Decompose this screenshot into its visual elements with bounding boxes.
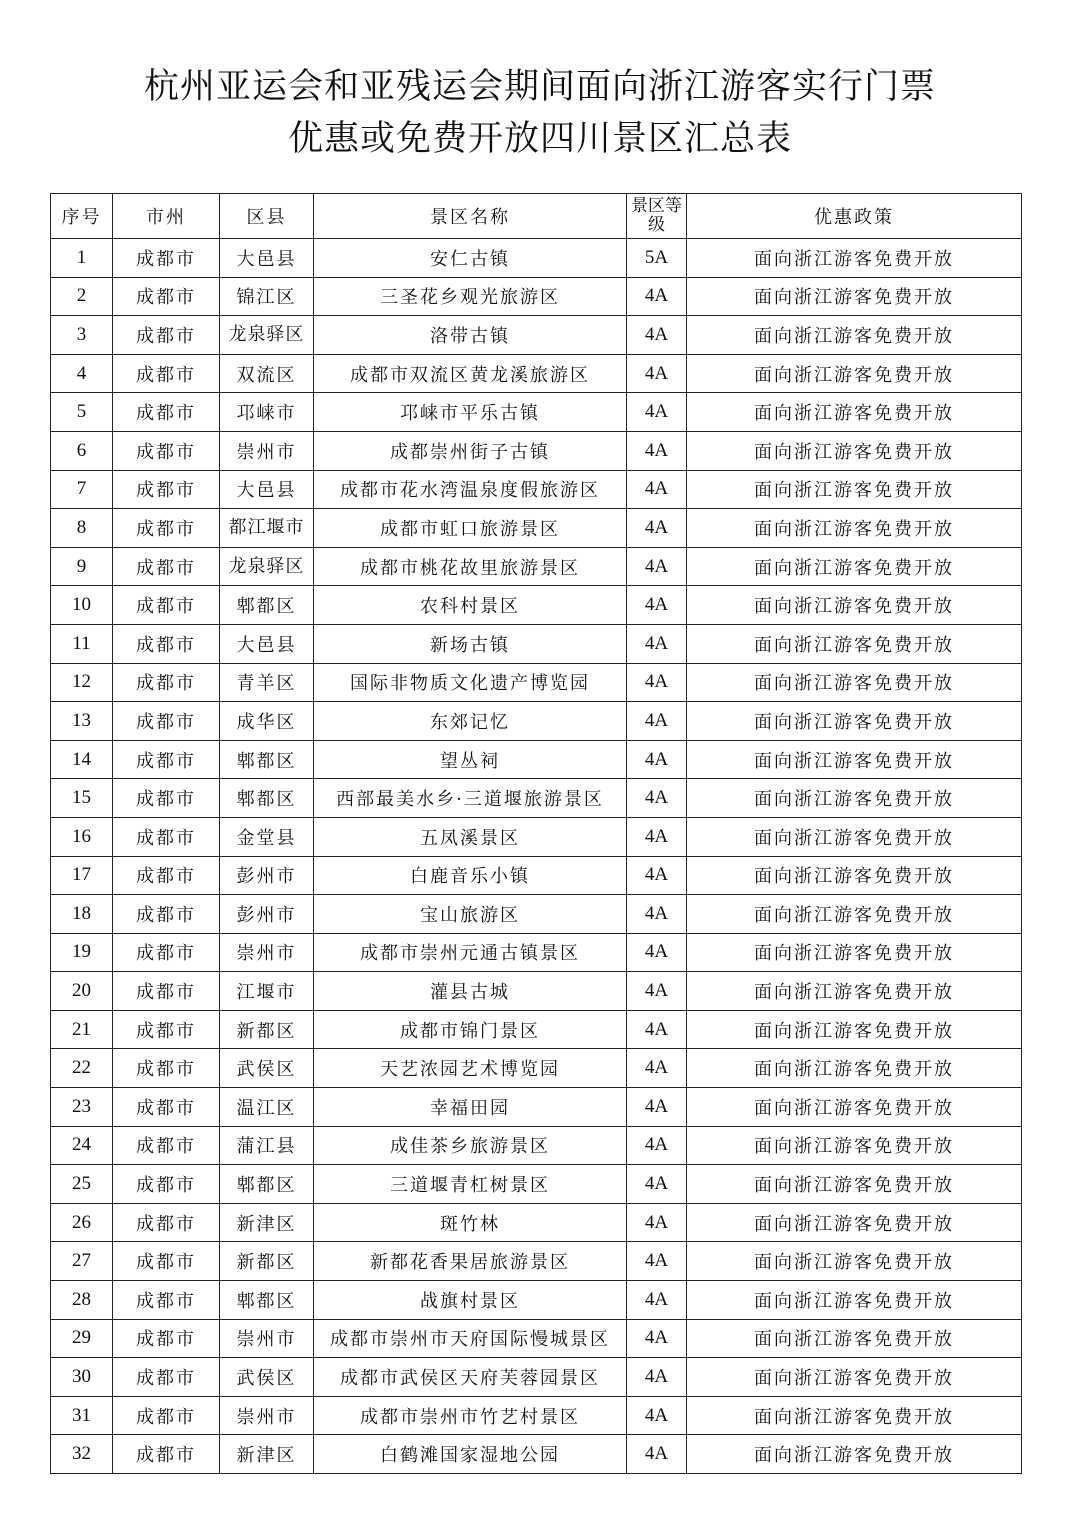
cell-index: 11 [51, 624, 113, 663]
cell-district: 新都区 [220, 1242, 314, 1281]
cell-scenic-name: 成都市崇州市天府国际慢城景区 [314, 1319, 627, 1358]
cell-city: 成都市 [113, 817, 220, 856]
cell-city: 成都市 [113, 316, 220, 355]
cell-index: 28 [51, 1281, 113, 1320]
table-row [51, 856, 1022, 895]
cell-policy: 面向浙江游客免费开放 [687, 624, 1022, 663]
cell-district: 崇州市 [220, 1319, 314, 1358]
cell-level: 4A [627, 1281, 687, 1320]
cell-scenic-name: 成都市花水湾温泉度假旅游区 [314, 470, 627, 509]
cell-level: 4A [627, 1049, 687, 1088]
table-header-row [51, 194, 1022, 239]
table-row [51, 624, 1022, 663]
cell-policy: 面向浙江游客免费开放 [687, 239, 1022, 278]
table-row [51, 547, 1022, 586]
cell-index: 14 [51, 740, 113, 779]
cell-index: 20 [51, 972, 113, 1011]
cell-district: 新津区 [220, 1435, 314, 1474]
cell-level: 4A [627, 277, 687, 316]
cell-level: 4A [627, 1358, 687, 1397]
cell-city: 成都市 [113, 509, 220, 548]
cell-policy: 面向浙江游客免费开放 [687, 1088, 1022, 1127]
cell-district: 新津区 [220, 1203, 314, 1242]
header-policy: 优惠政策 [687, 194, 1022, 239]
cell-level: 4A [627, 933, 687, 972]
cell-index: 29 [51, 1319, 113, 1358]
cell-policy: 面向浙江游客免费开放 [687, 586, 1022, 625]
cell-level: 4A [627, 1319, 687, 1358]
table-row [51, 702, 1022, 741]
cell-level: 4A [627, 1010, 687, 1049]
cell-district: 郫都区 [220, 740, 314, 779]
cell-index: 9 [51, 547, 113, 586]
table-row [51, 1165, 1022, 1204]
cell-district: 新都区 [220, 1010, 314, 1049]
cell-district: 崇州市 [220, 431, 314, 470]
cell-scenic-name: 东郊记忆 [314, 702, 627, 741]
cell-scenic-name: 成都市锦门景区 [314, 1010, 627, 1049]
cell-district: 大邑县 [220, 239, 314, 278]
cell-city: 成都市 [113, 1242, 220, 1281]
cell-level: 5A [627, 239, 687, 278]
cell-policy: 面向浙江游客免费开放 [687, 354, 1022, 393]
cell-scenic-name: 五凤溪景区 [314, 817, 627, 856]
cell-index: 26 [51, 1203, 113, 1242]
table-row [51, 470, 1022, 509]
cell-scenic-name: 战旗村景区 [314, 1281, 627, 1320]
header-index: 序号 [51, 194, 113, 239]
cell-policy: 面向浙江游客免费开放 [687, 933, 1022, 972]
table-row [51, 1088, 1022, 1127]
cell-district: 成华区 [220, 702, 314, 741]
cell-policy: 面向浙江游客免费开放 [687, 1319, 1022, 1358]
cell-city: 成都市 [113, 933, 220, 972]
cell-district: 武侯区 [220, 1358, 314, 1397]
cell-district: 江堰市 [220, 972, 314, 1011]
cell-scenic-name: 成都市崇州市竹艺村景区 [314, 1396, 627, 1435]
cell-scenic-name: 白鹿音乐小镇 [314, 856, 627, 895]
cell-index: 19 [51, 933, 113, 972]
cell-district: 双流区 [220, 354, 314, 393]
cell-scenic-name: 成都市虹口旅游景区 [314, 509, 627, 548]
table-row [51, 431, 1022, 470]
table-row [51, 277, 1022, 316]
cell-policy: 面向浙江游客免费开放 [687, 277, 1022, 316]
cell-level: 4A [627, 431, 687, 470]
cell-scenic-name: 幸福田园 [314, 1088, 627, 1127]
cell-level: 4A [627, 895, 687, 934]
cell-scenic-name: 宝山旅游区 [314, 895, 627, 934]
table-row [51, 1358, 1022, 1397]
cell-district: 郫都区 [220, 1281, 314, 1320]
cell-district: 锦江区 [220, 277, 314, 316]
cell-district: 都江堰市 [220, 509, 314, 548]
cell-policy: 面向浙江游客免费开放 [687, 1358, 1022, 1397]
cell-city: 成都市 [113, 663, 220, 702]
cell-scenic-name: 成都市武侯区天府芙蓉园景区 [314, 1358, 627, 1397]
cell-index: 24 [51, 1126, 113, 1165]
cell-level: 4A [627, 547, 687, 586]
cell-index: 2 [51, 277, 113, 316]
cell-city: 成都市 [113, 972, 220, 1011]
cell-city: 成都市 [113, 1281, 220, 1320]
cell-policy: 面向浙江游客免费开放 [687, 316, 1022, 355]
cell-district: 金堂县 [220, 817, 314, 856]
header-scenic-name: 景区名称 [314, 194, 627, 239]
cell-index: 6 [51, 431, 113, 470]
cell-index: 7 [51, 470, 113, 509]
cell-policy: 面向浙江游客免费开放 [687, 431, 1022, 470]
cell-scenic-name: 望丛祠 [314, 740, 627, 779]
cell-city: 成都市 [113, 1165, 220, 1204]
cell-scenic-name: 成都市桃花故里旅游景区 [314, 547, 627, 586]
cell-city: 成都市 [113, 1435, 220, 1474]
table-row [51, 393, 1022, 432]
cell-district: 郫都区 [220, 1165, 314, 1204]
cell-policy: 面向浙江游客免费开放 [687, 817, 1022, 856]
cell-index: 22 [51, 1049, 113, 1088]
table-row [51, 779, 1022, 818]
cell-index: 32 [51, 1435, 113, 1474]
cell-scenic-name: 农科村景区 [314, 586, 627, 625]
cell-index: 17 [51, 856, 113, 895]
cell-level: 4A [627, 1088, 687, 1127]
cell-policy: 面向浙江游客免费开放 [687, 1435, 1022, 1474]
cell-level: 4A [627, 779, 687, 818]
cell-district: 武侯区 [220, 1049, 314, 1088]
cell-scenic-name: 国际非物质文化遗产博览园 [314, 663, 627, 702]
cell-district: 龙泉驿区 [220, 316, 314, 355]
cell-city: 成都市 [113, 1358, 220, 1397]
cell-scenic-name: 成佳茶乡旅游景区 [314, 1126, 627, 1165]
cell-level: 4A [627, 1165, 687, 1204]
cell-district: 崇州市 [220, 1396, 314, 1435]
cell-level: 4A [627, 470, 687, 509]
cell-policy: 面向浙江游客免费开放 [687, 663, 1022, 702]
cell-policy: 面向浙江游客免费开放 [687, 1165, 1022, 1204]
cell-index: 3 [51, 316, 113, 355]
table-body [51, 239, 1022, 1474]
cell-city: 成都市 [113, 1203, 220, 1242]
cell-level: 4A [627, 856, 687, 895]
cell-level: 4A [627, 354, 687, 393]
cell-policy: 面向浙江游客免费开放 [687, 1203, 1022, 1242]
cell-city: 成都市 [113, 779, 220, 818]
table-row [51, 895, 1022, 934]
cell-index: 21 [51, 1010, 113, 1049]
cell-city: 成都市 [113, 1010, 220, 1049]
cell-district: 郫都区 [220, 586, 314, 625]
table-row [51, 509, 1022, 548]
table-row [51, 1319, 1022, 1358]
table-row [51, 1126, 1022, 1165]
cell-policy: 面向浙江游客免费开放 [687, 856, 1022, 895]
cell-level: 4A [627, 702, 687, 741]
cell-city: 成都市 [113, 586, 220, 625]
cell-policy: 面向浙江游客免费开放 [687, 509, 1022, 548]
cell-index: 27 [51, 1242, 113, 1281]
cell-city: 成都市 [113, 1088, 220, 1127]
cell-scenic-name: 安仁古镇 [314, 239, 627, 278]
cell-city: 成都市 [113, 1319, 220, 1358]
cell-policy: 面向浙江游客免费开放 [687, 1010, 1022, 1049]
cell-scenic-name: 成都市双流区黄龙溪旅游区 [314, 354, 627, 393]
cell-city: 成都市 [113, 431, 220, 470]
header-level: 景区等级 [627, 194, 687, 239]
cell-city: 成都市 [113, 393, 220, 432]
cell-city: 成都市 [113, 1126, 220, 1165]
cell-policy: 面向浙江游客免费开放 [687, 547, 1022, 586]
cell-scenic-name: 白鹤滩国家湿地公园 [314, 1435, 627, 1474]
cell-level: 4A [627, 586, 687, 625]
cell-city: 成都市 [113, 277, 220, 316]
cell-level: 4A [627, 740, 687, 779]
table-row [51, 663, 1022, 702]
table-row [51, 316, 1022, 355]
cell-scenic-name: 天艺浓园艺术博览园 [314, 1049, 627, 1088]
table-row [51, 1435, 1022, 1474]
table-row [51, 1281, 1022, 1320]
cell-level: 4A [627, 663, 687, 702]
cell-district: 龙泉驿区 [220, 547, 314, 586]
cell-city: 成都市 [113, 470, 220, 509]
cell-level: 4A [627, 972, 687, 1011]
cell-district: 邛崃市 [220, 393, 314, 432]
cell-level: 4A [627, 393, 687, 432]
cell-index: 13 [51, 702, 113, 741]
cell-district: 蒲江县 [220, 1126, 314, 1165]
header-district: 区县 [220, 194, 314, 239]
cell-scenic-name: 成都崇州街子古镇 [314, 431, 627, 470]
cell-index: 23 [51, 1088, 113, 1127]
cell-index: 8 [51, 509, 113, 548]
cell-index: 5 [51, 393, 113, 432]
cell-scenic-name: 邛崃市平乐古镇 [314, 393, 627, 432]
table-row [51, 1049, 1022, 1088]
table-row [51, 933, 1022, 972]
cell-level: 4A [627, 624, 687, 663]
cell-city: 成都市 [113, 740, 220, 779]
cell-district: 彭州市 [220, 895, 314, 934]
cell-level: 4A [627, 817, 687, 856]
cell-scenic-name: 三道堰青杠树景区 [314, 1165, 627, 1204]
cell-policy: 面向浙江游客免费开放 [687, 1242, 1022, 1281]
table-row [51, 354, 1022, 393]
cell-district: 大邑县 [220, 470, 314, 509]
table-row [51, 586, 1022, 625]
cell-index: 4 [51, 354, 113, 393]
cell-city: 成都市 [113, 354, 220, 393]
cell-policy: 面向浙江游客免费开放 [687, 1281, 1022, 1320]
cell-policy: 面向浙江游客免费开放 [687, 1126, 1022, 1165]
table-row [51, 972, 1022, 1011]
cell-index: 15 [51, 779, 113, 818]
cell-scenic-name: 新场古镇 [314, 624, 627, 663]
document-title-line-2: 优惠或免费开放四川景区汇总表 [287, 119, 792, 159]
cell-level: 4A [627, 1242, 687, 1281]
cell-index: 18 [51, 895, 113, 934]
cell-policy: 面向浙江游客免费开放 [687, 779, 1022, 818]
header-city: 市州 [113, 194, 220, 239]
cell-index: 10 [51, 586, 113, 625]
table-row [51, 1242, 1022, 1281]
table-row [51, 817, 1022, 856]
cell-policy: 面向浙江游客免费开放 [687, 1396, 1022, 1435]
table-row [51, 1203, 1022, 1242]
cell-city: 成都市 [113, 1049, 220, 1088]
cell-scenic-name: 西部最美水乡·三道堰旅游景区 [314, 779, 627, 818]
table-row [51, 239, 1022, 278]
cell-level: 4A [627, 316, 687, 355]
cell-district: 郫都区 [220, 779, 314, 818]
cell-city: 成都市 [113, 1396, 220, 1435]
cell-city: 成都市 [113, 856, 220, 895]
document-title-line-1: 杭州亚运会和亚残运会期间面向浙江游客实行门票 [143, 67, 936, 107]
cell-scenic-name: 斑竹林 [314, 1203, 627, 1242]
table-row [51, 740, 1022, 779]
cell-policy: 面向浙江游客免费开放 [687, 895, 1022, 934]
cell-policy: 面向浙江游客免费开放 [687, 1049, 1022, 1088]
cell-index: 16 [51, 817, 113, 856]
cell-policy: 面向浙江游客免费开放 [687, 740, 1022, 779]
cell-scenic-name: 新都花香果居旅游景区 [314, 1242, 627, 1281]
cell-district: 温江区 [220, 1088, 314, 1127]
cell-city: 成都市 [113, 239, 220, 278]
cell-district: 大邑县 [220, 624, 314, 663]
cell-city: 成都市 [113, 702, 220, 741]
table-row [51, 1396, 1022, 1435]
cell-index: 25 [51, 1165, 113, 1204]
cell-level: 4A [627, 1203, 687, 1242]
cell-scenic-name: 三圣花乡观光旅游区 [314, 277, 627, 316]
cell-level: 4A [627, 1396, 687, 1435]
cell-scenic-name: 洛带古镇 [314, 316, 627, 355]
cell-index: 12 [51, 663, 113, 702]
cell-index: 31 [51, 1396, 113, 1435]
cell-policy: 面向浙江游客免费开放 [687, 470, 1022, 509]
cell-policy: 面向浙江游客免费开放 [687, 702, 1022, 741]
cell-scenic-name: 成都市崇州元通古镇景区 [314, 933, 627, 972]
cell-district: 彭州市 [220, 856, 314, 895]
cell-level: 4A [627, 1435, 687, 1474]
table-row [51, 1010, 1022, 1049]
cell-index: 30 [51, 1358, 113, 1397]
scenic-spots-table [50, 193, 1022, 1474]
cell-policy: 面向浙江游客免费开放 [687, 393, 1022, 432]
cell-city: 成都市 [113, 624, 220, 663]
cell-level: 4A [627, 509, 687, 548]
cell-city: 成都市 [113, 895, 220, 934]
cell-city: 成都市 [113, 547, 220, 586]
cell-index: 1 [51, 239, 113, 278]
cell-policy: 面向浙江游客免费开放 [687, 972, 1022, 1011]
cell-scenic-name: 灌县古城 [314, 972, 627, 1011]
cell-district: 崇州市 [220, 933, 314, 972]
cell-level: 4A [627, 1126, 687, 1165]
cell-district: 青羊区 [220, 663, 314, 702]
